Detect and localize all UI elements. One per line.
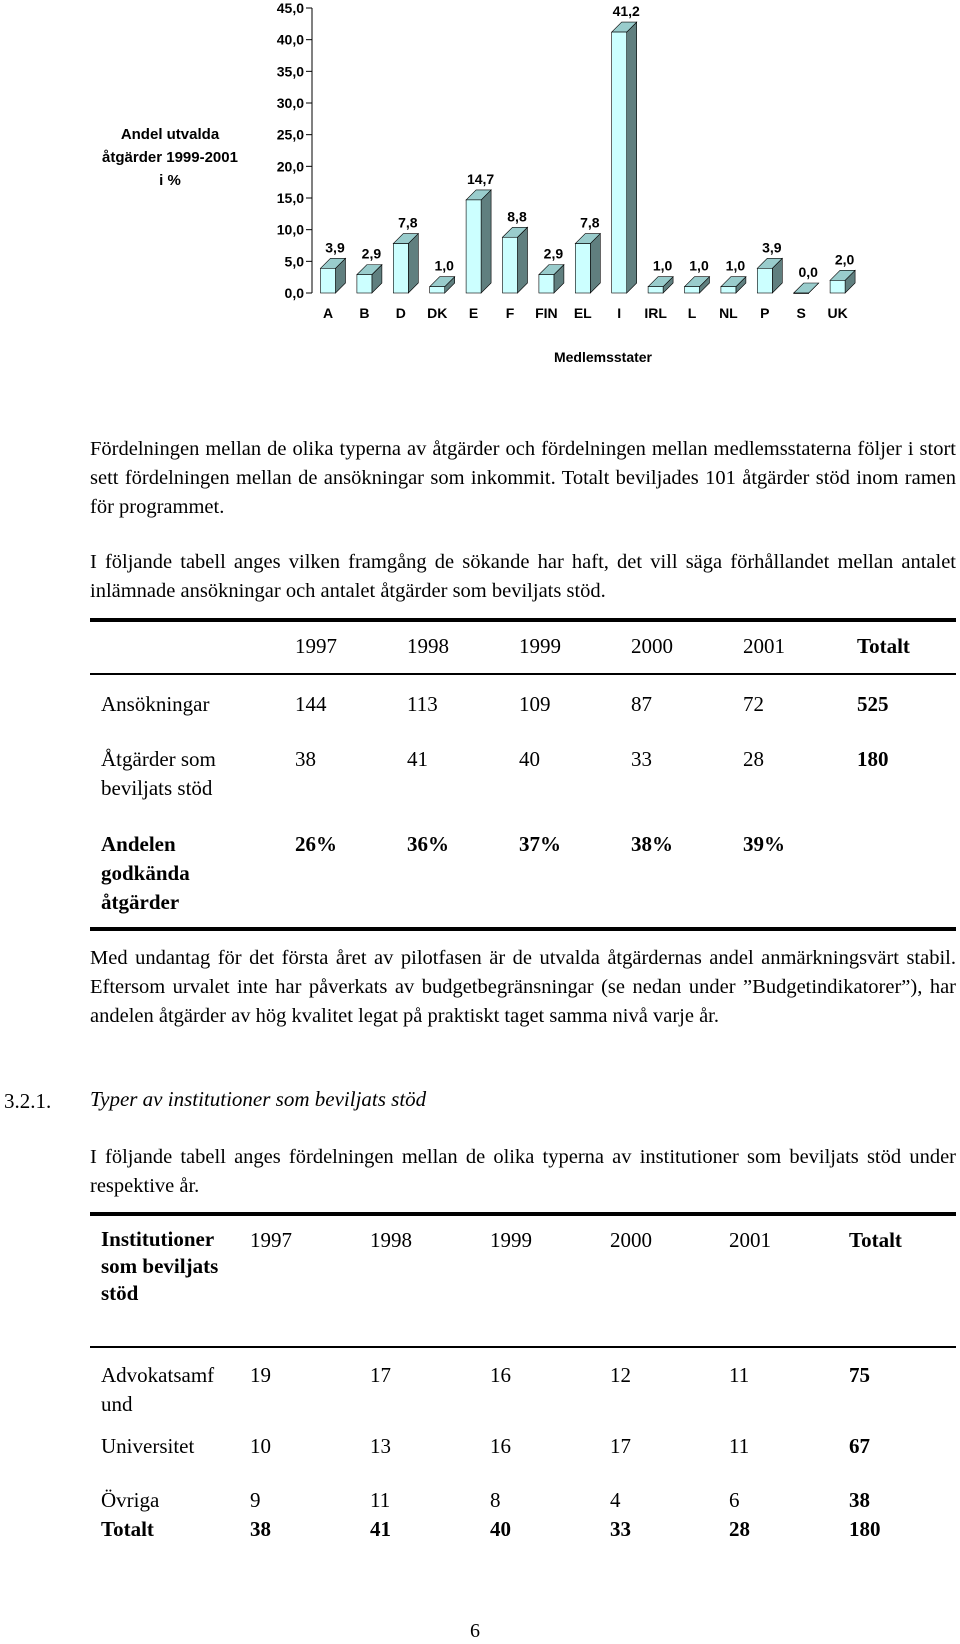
table2-cell: 38 — [250, 1517, 271, 1541]
bar-side — [481, 190, 491, 293]
table2-cell: 6 — [729, 1488, 740, 1512]
table1-cell: 38 — [295, 747, 316, 771]
table2-cell: 19 — [250, 1363, 271, 1387]
table1-cell: 38% — [631, 832, 673, 856]
y-tick-label: 45,0 — [276, 0, 304, 16]
table1-cell: 39% — [743, 832, 785, 856]
x-category-label: S — [796, 305, 806, 321]
x-category-label: EL — [573, 305, 592, 321]
table2-cell: 17 — [370, 1363, 391, 1387]
bar-front — [794, 293, 809, 294]
bar-front — [685, 287, 700, 293]
y-tick-label: 30,0 — [276, 95, 304, 111]
bar-front — [321, 268, 336, 293]
table2-header-1997: 1997 — [250, 1228, 292, 1252]
table1-cell: 26% — [295, 832, 337, 856]
table2-row-label: Totalt — [101, 1517, 154, 1541]
table2-cell: 33 — [610, 1517, 631, 1541]
bar — [503, 227, 528, 293]
bar — [685, 277, 710, 293]
bar-chart — [0, 0, 960, 380]
x-category-label: UK — [827, 305, 848, 321]
bar-side — [518, 227, 528, 293]
paragraph-distribution: Fördelningen mellan de olika typerna av åtgärder och fördelningen mellan medlemsstaterna följer i stort sett fördelningen mellan de ansökningar som inkommit. Totalt beviljades 101 åtgärder stöd inom ramen för programmet. — [90, 438, 956, 518]
bar — [721, 277, 746, 293]
table2-cell: 28 — [729, 1517, 750, 1541]
table1-header-1998: 1998 — [407, 634, 449, 658]
paragraph-institutions-intro: I följande tabell anges fördelningen mellan de olika typerna av institutioner som beviljats stöd under respektive år. — [90, 1146, 956, 1197]
table2-cell-total: 180 — [849, 1517, 881, 1541]
table2-cell: 12 — [610, 1363, 631, 1387]
bar — [575, 234, 600, 293]
table1-cell: 109 — [519, 692, 551, 716]
table1-cell: 36% — [407, 832, 449, 856]
table2-cell: 41 — [370, 1517, 391, 1541]
table1-top-rule — [90, 618, 956, 622]
table2-header-2001: 2001 — [729, 1228, 771, 1252]
table2-cell: 40 — [490, 1517, 511, 1541]
page-number: 6 — [470, 1620, 480, 1642]
y-tick-label: 5,0 — [284, 253, 304, 270]
bar-front — [648, 287, 663, 293]
table2-row-label: Övriga — [101, 1488, 160, 1512]
y-tick-label: 20,0 — [276, 158, 304, 175]
x-category-label: L — [687, 305, 697, 321]
table2-header-label: Institutioner som beviljats stöd — [101, 1227, 219, 1305]
table2-cell: 17 — [610, 1434, 631, 1458]
table1-row-label: Åtgärder som beviljats stöd — [101, 747, 216, 800]
bar-side — [627, 22, 637, 293]
bar — [466, 190, 491, 293]
table1-cell-total: 525 — [857, 692, 889, 716]
table1-cell: 144 — [295, 692, 327, 716]
bar — [794, 283, 819, 294]
x-category-label: IRL — [644, 305, 667, 321]
bar-front — [393, 244, 408, 293]
table2-cell-total: 38 — [849, 1488, 870, 1512]
table1-header-2001: 2001 — [743, 634, 785, 658]
chart-x-axis-title: Medlemsstater — [553, 349, 653, 365]
x-category-label: FIN — [535, 305, 558, 321]
x-category-label: P — [760, 305, 770, 321]
table1-header-2000: 2000 — [631, 634, 673, 658]
table1-header-total: Totalt — [857, 634, 910, 658]
table2-cell: 11 — [729, 1363, 750, 1387]
y-tick-label: 0,0 — [284, 285, 304, 301]
x-category-label: NL — [719, 305, 738, 321]
chart-y-axis-label: Andel utvalda åtgärder 1999-2001 i % — [102, 126, 238, 189]
paragraph-success-intro: I följande tabell anges vilken framgång de sökande har haft, det vill säga förhållandet mellan antalet inlämnade ansökningar och antalet åtgärder som beviljats stöd. — [90, 551, 956, 602]
y-tick-label: 35,0 — [276, 63, 304, 80]
bar-value-label: 1,0 — [652, 257, 673, 274]
table1-cell: 113 — [407, 692, 438, 716]
bar-value-label: 3,9 — [762, 239, 782, 256]
bar-front — [430, 287, 445, 293]
bar-front — [830, 280, 845, 293]
bar-value-label: 0,0 — [798, 264, 818, 280]
table1-cell: 41 — [407, 747, 428, 771]
section-number: 3.2.1. — [4, 1089, 52, 1113]
bar-front — [466, 200, 481, 293]
bar-front — [575, 244, 590, 293]
bar-value-label: 1,0 — [434, 257, 454, 274]
table1-cell: 72 — [743, 692, 764, 716]
y-tick-label: 10,0 — [276, 221, 304, 238]
bar-front — [721, 287, 736, 293]
bar — [612, 22, 637, 293]
x-category-label: B — [359, 305, 370, 321]
bar — [393, 234, 418, 293]
table2-cell: 9 — [250, 1488, 261, 1512]
x-category-label: I — [617, 305, 622, 321]
table2-header-2000: 2000 — [610, 1228, 652, 1252]
y-tick-label: 15,0 — [276, 190, 304, 206]
y-tick-label: 40,0 — [276, 31, 304, 48]
bar-value-label: 7,8 — [398, 214, 418, 231]
bar-value-label: 14,7 — [466, 170, 495, 187]
bar — [430, 277, 455, 293]
bar-value-label: 3,9 — [325, 239, 345, 256]
table2-row-label: Universitet — [101, 1434, 195, 1458]
x-category-label: DK — [427, 305, 448, 321]
table1-cell: 87 — [631, 692, 652, 716]
bar-value-label: 7,8 — [580, 214, 600, 231]
table2-cell: 16 — [490, 1434, 511, 1458]
bar-front — [503, 237, 518, 293]
table2-top-rule — [90, 1212, 956, 1216]
bar — [321, 258, 346, 293]
table2-cell: 16 — [490, 1363, 511, 1387]
table1-cell-total: 180 — [857, 747, 889, 771]
bar-value-label: 2,9 — [361, 245, 382, 262]
table1-header-rule — [90, 673, 956, 675]
section-title: Typer av institutioner som beviljats stöd — [90, 1087, 427, 1111]
table1-cell: 40 — [519, 747, 540, 771]
table1-cell: 28 — [743, 747, 764, 771]
table1-cell: 37% — [519, 832, 561, 856]
table2-header-rule — [90, 1346, 956, 1348]
bar — [539, 265, 564, 293]
bar-value-label: 1,0 — [689, 257, 709, 274]
bar-value-label: 2,0 — [834, 251, 855, 268]
table2-cell: 11 — [370, 1488, 391, 1512]
bar-top — [794, 283, 819, 293]
table2-cell-total: 67 — [849, 1434, 870, 1458]
table1-header-1997: 1997 — [295, 634, 337, 658]
x-category-label: A — [322, 305, 334, 321]
bar-front — [757, 268, 772, 293]
bar-value-label: 8,8 — [507, 208, 527, 225]
bar-value-label: 1,0 — [725, 257, 746, 274]
bar — [757, 258, 782, 293]
table2-cell: 11 — [729, 1434, 750, 1458]
table2-cell: 4 — [610, 1488, 621, 1512]
y-tick-label: 25,0 — [276, 126, 304, 143]
table2-header-1998: 1998 — [370, 1228, 412, 1252]
table1-cell: 33 — [631, 747, 652, 771]
x-category-label: D — [395, 305, 406, 321]
bar-front — [539, 275, 554, 293]
bar-front — [612, 32, 627, 293]
bar — [830, 270, 855, 293]
x-category-label: F — [505, 305, 515, 321]
table2-row-label: Advokatsamfund — [101, 1363, 215, 1416]
table2-cell: 10 — [250, 1434, 271, 1458]
bar — [648, 277, 673, 293]
table1-row-label: Andelen godkända åtgärder — [101, 832, 190, 914]
table2-cell: 13 — [370, 1434, 391, 1458]
table2-header-1999: 1999 — [490, 1228, 532, 1252]
table1-row-label: Ansökningar — [101, 692, 210, 716]
x-category-label: E — [468, 305, 479, 321]
table2-cell-total: 75 — [849, 1363, 870, 1387]
table2-cell: 8 — [490, 1488, 501, 1512]
table2-header-total: Totalt — [849, 1228, 902, 1252]
table1-header-1999: 1999 — [519, 634, 561, 658]
bar — [357, 265, 382, 293]
paragraph-stability: Med undantag för det första året av pilotfasen är de utvalda åtgärdernas andel anmärkningsvärt stabil. Eftersom urvalet inte har påverkats av budgetbegränsningar (se nedan under ”Budgetindikatorer”), har andelen åtgärder av hög kvalitet legat på praktiskt taget samma nivå varje år. — [90, 947, 956, 1027]
bar-value-label: 2,9 — [543, 245, 564, 262]
table1-bottom-rule — [90, 927, 956, 931]
bar-front — [357, 275, 372, 293]
bar-value-label: 41,2 — [612, 3, 640, 20]
